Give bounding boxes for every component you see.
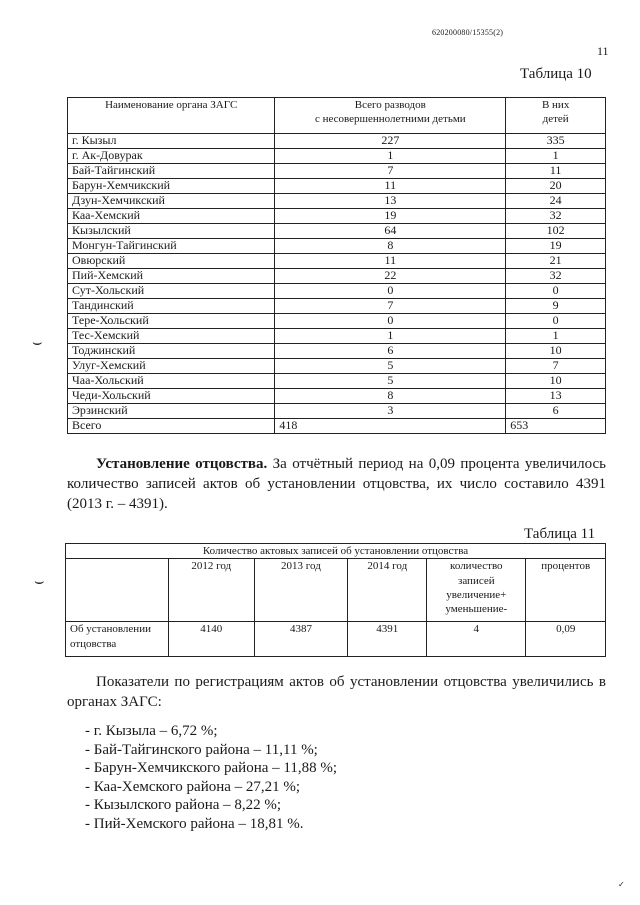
table-row	[68, 344, 606, 359]
cell-registry-office: Барун-Хемчикский	[68, 179, 275, 194]
cell-divorces: 64	[275, 224, 506, 239]
paragraph-text: За отчётный период на 0,09 процента увеличилось количество записей актов об установлении отцовства, их число составило 4391 (2013 г. – 4391).	[67, 456, 606, 512]
cell-divorces: 19	[275, 209, 506, 224]
cell-registry-office: Сут-Хольский	[68, 284, 275, 299]
header-children-line2: детей	[542, 113, 569, 126]
cell-children: 335	[506, 134, 606, 149]
cell-registry-office: Тес-Хемский	[68, 329, 275, 344]
row-label	[66, 622, 169, 657]
cell-registry-office: Тере-Хольский	[68, 314, 275, 329]
cell-children: 6	[506, 404, 606, 419]
table-header-row	[66, 559, 606, 622]
list-item: - Бай-Тайгинского района – 11,11 %;	[85, 741, 318, 758]
table-row	[66, 622, 606, 657]
total-children: 653	[506, 419, 606, 434]
header-registry-office: Наименование органа ЗАГС	[68, 98, 275, 134]
cell-divorces: 6	[275, 344, 506, 359]
cell-registry-office: Каа-Хемский	[68, 209, 275, 224]
cell-percent: 0,09	[526, 622, 606, 657]
cell-children: 11	[506, 164, 606, 179]
cell-children: 10	[506, 374, 606, 389]
list-item: - Барун-Хемчикского района – 11,88 %;	[85, 760, 337, 777]
header-divorces-line1: Всего разводов	[354, 99, 426, 111]
table-row	[68, 149, 606, 164]
cell-registry-office: Чаа-Хольский	[68, 374, 275, 389]
list-item: - Кызылского района – 8,22 %;	[85, 797, 282, 814]
header-change-line3: увеличение+	[446, 588, 507, 601]
cell-divorces: 7	[275, 299, 506, 314]
cell-registry-office: Улуг-Хемский	[68, 359, 275, 374]
header-divorces-line2: с несовершеннолетними детьми	[314, 113, 466, 126]
cell-children: 32	[506, 269, 606, 284]
scan-corner-mark: ✓	[618, 880, 625, 889]
list-item: - г. Кызыла – 6,72 %;	[85, 723, 218, 739]
header-divorces	[275, 98, 506, 134]
list-item: - Каа-Хемского района – 27,21 %;	[85, 778, 301, 795]
paragraph-indicators-text: Показатели по регистрациям актов об установлении отцовства увеличились в органах ЗАГС:	[67, 674, 606, 710]
cell-registry-office: Бай-Тайгинский	[68, 164, 275, 179]
total-divorces: 418	[275, 419, 506, 434]
table-row	[68, 314, 606, 329]
list-item: - Пий-Хемского района – 18,81 %.	[85, 815, 304, 832]
cell-divorces: 1	[275, 149, 506, 164]
header-2013: 2013 год	[254, 559, 348, 622]
table-row	[68, 209, 606, 224]
header-empty-cell	[66, 559, 169, 622]
table-10-caption: Таблица 10	[520, 66, 592, 82]
table-11-paternity	[65, 543, 606, 657]
cell-registry-office: Пий-Хемский	[68, 269, 275, 284]
cell-registry-office: Тоджинский	[68, 344, 275, 359]
cell-divorces: 0	[275, 284, 506, 299]
cell-registry-office: Тандинский	[68, 299, 275, 314]
cell-2014: 4391	[348, 622, 427, 657]
cell-children: 1	[506, 149, 606, 164]
total-label: Всего	[68, 419, 275, 434]
cell-divorces: 8	[275, 239, 506, 254]
table-row	[68, 179, 606, 194]
page-number: 11	[597, 44, 609, 58]
header-2014: 2014 год	[348, 559, 427, 622]
cell-children: 7	[506, 359, 606, 374]
table-row	[68, 359, 606, 374]
cell-divorces: 0	[275, 314, 506, 329]
scan-margin-mark: ⌣	[34, 571, 45, 590]
paragraph-indicators	[67, 672, 606, 712]
cell-children: 10	[506, 344, 606, 359]
cell-divorces: 11	[275, 179, 506, 194]
table-row	[68, 389, 606, 404]
cell-children: 19	[506, 239, 606, 254]
cell-registry-office: г. Ак-Довурак	[68, 149, 275, 164]
header-2012: 2012 год	[169, 559, 254, 622]
header-change-line2: записей	[457, 574, 495, 587]
table-10-divorces	[67, 97, 606, 434]
cell-children: 1	[506, 329, 606, 344]
cell-children: 0	[506, 314, 606, 329]
cell-children: 32	[506, 209, 606, 224]
cell-children: 102	[506, 224, 606, 239]
cell-divorces: 13	[275, 194, 506, 209]
cell-registry-office: г. Кызыл	[68, 134, 275, 149]
table-row	[68, 269, 606, 284]
cell-children: 21	[506, 254, 606, 269]
cell-divorces: 8	[275, 389, 506, 404]
cell-registry-office: Овюрский	[68, 254, 275, 269]
cell-change: 4	[427, 622, 526, 657]
cell-registry-office: Кызылский	[68, 224, 275, 239]
table-total-row	[68, 419, 606, 434]
cell-registry-office: Монгун-Тайгинский	[68, 239, 275, 254]
table-title-row	[66, 544, 606, 559]
row-label-line1: Об установлении	[70, 623, 151, 636]
cell-children: 24	[506, 194, 606, 209]
cell-children: 0	[506, 284, 606, 299]
cell-registry-office: Чеди-Хольский	[68, 389, 275, 404]
table-row	[68, 299, 606, 314]
header-change-line1: количество	[450, 560, 503, 573]
table-row	[68, 329, 606, 344]
cell-divorces: 1	[275, 329, 506, 344]
cell-divorces: 11	[275, 254, 506, 269]
header-change	[427, 559, 526, 622]
table-row	[68, 254, 606, 269]
cell-registry-office: Дзун-Хемчикский	[68, 194, 275, 209]
document-code: 620200080/15355(2)	[432, 28, 504, 37]
table-row	[68, 164, 606, 179]
header-percent: процентов	[526, 559, 606, 622]
paragraph-paternity	[67, 454, 606, 514]
cell-divorces: 5	[275, 374, 506, 389]
cell-registry-office: Эрзинский	[68, 404, 275, 419]
cell-divorces: 7	[275, 164, 506, 179]
district-percent-list	[85, 722, 337, 834]
cell-divorces: 3	[275, 404, 506, 419]
paragraph-heading: Установление отцовства.	[96, 456, 268, 472]
table-11-title: Количество актовых записей об установлении отцовства	[66, 544, 606, 559]
header-children-line1: В них	[541, 99, 570, 111]
table-header-row	[68, 98, 606, 134]
cell-children: 9	[506, 299, 606, 314]
table-row	[68, 374, 606, 389]
cell-2012: 4140	[169, 622, 254, 657]
table-row	[68, 134, 606, 149]
cell-children: 20	[506, 179, 606, 194]
table-row	[68, 284, 606, 299]
header-change-line4: уменьшение-	[445, 603, 508, 616]
table-row	[68, 404, 606, 419]
table-row	[68, 224, 606, 239]
header-children	[506, 98, 606, 134]
table-row	[68, 239, 606, 254]
cell-divorces: 227	[275, 134, 506, 149]
cell-2013: 4387	[254, 622, 348, 657]
scan-margin-mark: ⌣	[32, 332, 43, 351]
cell-divorces: 5	[275, 359, 506, 374]
row-label-line2: отцовства	[70, 637, 117, 650]
table-row	[68, 194, 606, 209]
cell-divorces: 22	[275, 269, 506, 284]
table-11-caption: Таблица 11	[524, 526, 596, 542]
cell-children: 13	[506, 389, 606, 404]
